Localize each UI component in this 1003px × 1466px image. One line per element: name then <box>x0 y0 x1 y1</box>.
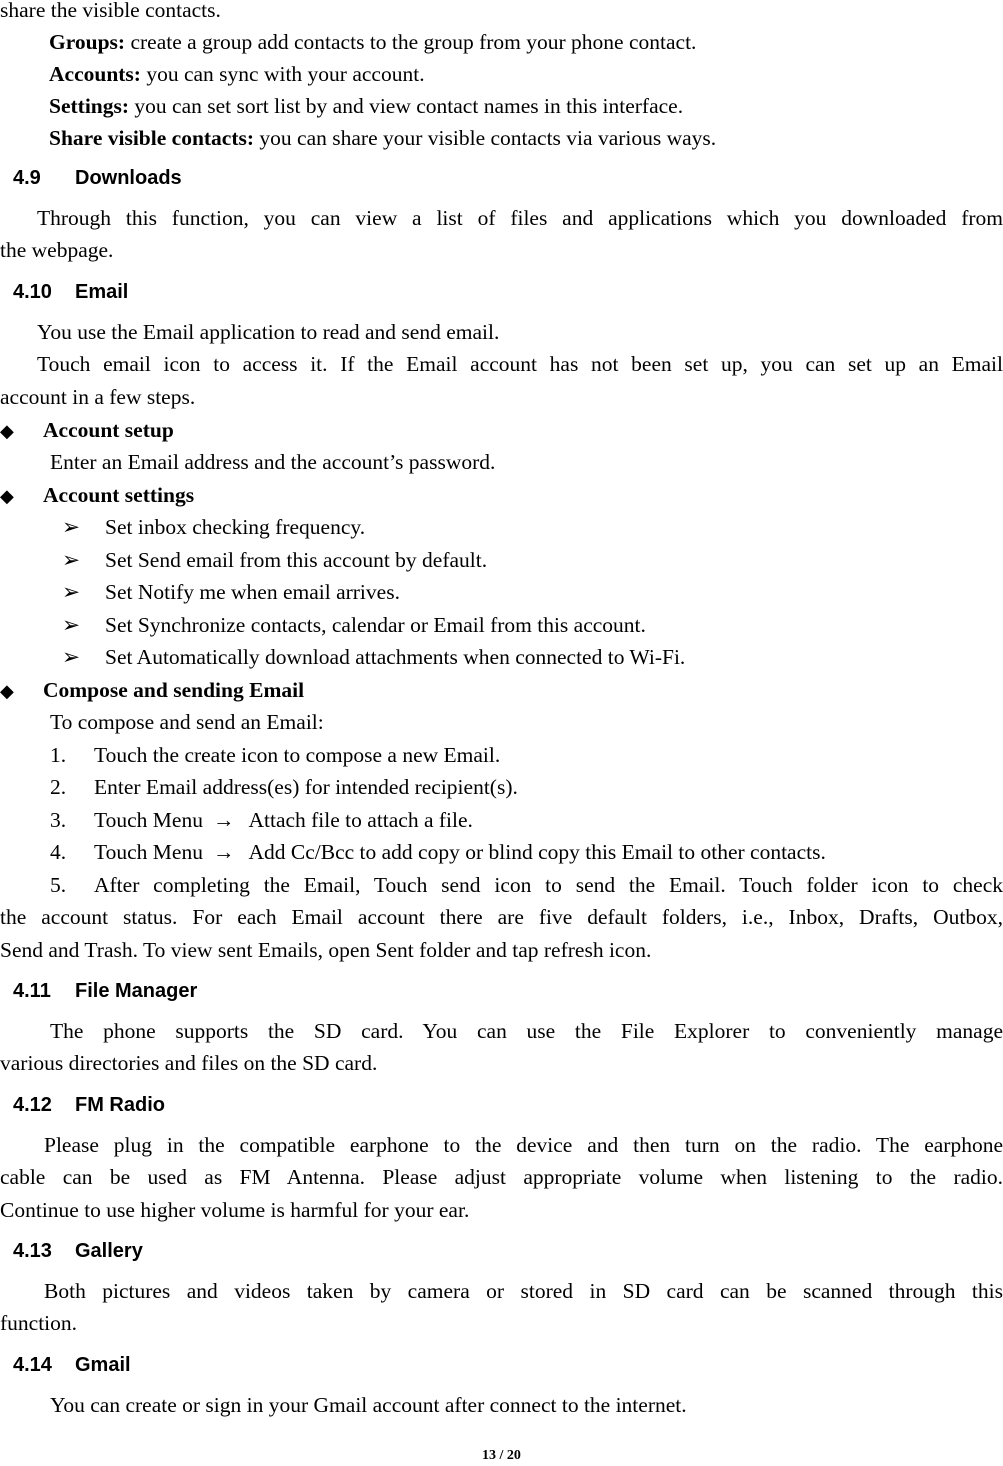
compose-step-2: 2. Enter Email address(es) for intended recipient(s). <box>50 775 518 799</box>
compose-step-3: 3. Touch Menu → Attach file to attach a file. <box>50 804 1003 837</box>
section-heading-email: 4.10 Email <box>13 281 129 303</box>
list-item: ➢ Set Synchronize contacts, calendar or Email from this account. <box>62 609 1003 642</box>
arrow-bullet-icon: ➢ <box>62 580 81 604</box>
compose-intro: To compose and send an Email: <box>50 710 324 734</box>
section-heading-fm-radio: 4.12 FM Radio <box>13 1094 165 1116</box>
section-heading-gallery: 4.13 Gallery <box>13 1240 143 1262</box>
compose-step-1: 1. Touch the create icon to compose a new Email. <box>50 743 501 767</box>
list-item: ➢ Set inbox checking frequency. <box>62 511 1003 544</box>
email-paragraph-1: You use the Email application to read and send email. <box>37 320 500 344</box>
fm-radio-text-line3: Continue to use higher volume is harmful for your ear. <box>0 1198 470 1222</box>
email-paragraph-2-line1: Touch email icon to access it. If the Email account has not been set up, you can set up an Email <box>37 352 1003 376</box>
list-item: ➢ Set Notify me when email arrives. <box>62 576 1003 609</box>
account-setup-heading: ◆ Account setup <box>0 414 1003 448</box>
downloads-text-line1: Through this function, you can view a list of files and applications which you downloaded from <box>37 206 1003 230</box>
downloads-text-line2: the webpage. <box>0 238 114 262</box>
contacts-item-share: Share visible contacts: you can share your visible contacts via various ways. <box>49 126 717 150</box>
compose-step-4: 4. Touch Menu → Add Cc/Bcc to add copy or blind copy this Email to other contacts. <box>50 836 1003 869</box>
account-settings-heading: ◆ Account settings <box>0 479 1003 513</box>
fm-radio-text-line2: cable can be used as FM Antenna. Please adjust appropriate volume when listening to the radio. <box>0 1165 1003 1189</box>
gallery-text-line2: function. <box>0 1311 78 1335</box>
file-manager-text-line1: The phone supports the SD card. You can use the File Explorer to conveniently manage <box>50 1019 1003 1043</box>
account-setup-text: Enter an Email address and the account’s password. <box>50 450 496 474</box>
diamond-bullet-icon: ◆ <box>0 681 14 701</box>
gallery-text-line1: Both pictures and videos taken by camera or stored in SD card can be scanned through this <box>44 1279 1003 1303</box>
compose-step-5-line3: Send and Trash. To view sent Emails, open Sent folder and tap refresh icon. <box>0 938 652 962</box>
contacts-item-settings: Settings: you can set sort list by and view contact names in this interface. <box>49 94 684 118</box>
right-arrow-icon: → <box>212 808 235 832</box>
file-manager-text-line2: various directories and files on the SD card. <box>0 1051 378 1075</box>
compose-step-5-line2: the account status. For each Email account there are five default folders, i.e., Inbox, Drafts, Outbox, <box>0 905 1003 929</box>
section-heading-file-manager: 4.11 File Manager <box>13 980 198 1002</box>
email-paragraph-2-line2: account in a few steps. <box>0 385 196 409</box>
section-heading-downloads: 4.9 Downloads <box>13 167 182 189</box>
arrow-bullet-icon: ➢ <box>62 515 81 539</box>
compose-heading: ◆ Compose and sending Email <box>0 674 1003 708</box>
arrow-bullet-icon: ➢ <box>62 548 81 572</box>
contacts-intro-end: share the visible contacts. <box>0 0 221 22</box>
page-number: 13 / 20 <box>482 1448 521 1463</box>
diamond-bullet-icon: ◆ <box>0 486 14 506</box>
diamond-bullet-icon: ◆ <box>0 421 14 441</box>
contacts-item-accounts: Accounts: you can sync with your account. <box>49 62 425 86</box>
list-item: ➢ Set Automatically download attachments when connected to Wi-Fi. <box>62 641 1003 674</box>
right-arrow-icon: → <box>212 840 235 864</box>
gmail-text-line1: You can create or sign in your Gmail account after connect to the internet. <box>50 1393 687 1417</box>
contacts-item-groups: Groups: create a group add contacts to the group from your phone contact. <box>49 30 697 54</box>
arrow-bullet-icon: ➢ <box>62 613 81 637</box>
fm-radio-text-line1: Please plug in the compatible earphone to the device and then turn on the radio. The earphone <box>44 1133 1003 1157</box>
section-heading-gmail: 4.14 Gmail <box>13 1354 131 1376</box>
arrow-bullet-icon: ➢ <box>62 645 81 669</box>
compose-step-5: 5. After completing the Email, Touch send icon to send the Email. Touch folder icon to check <box>50 873 1003 897</box>
list-item: ➢ Set Send email from this account by default. <box>62 544 1003 577</box>
